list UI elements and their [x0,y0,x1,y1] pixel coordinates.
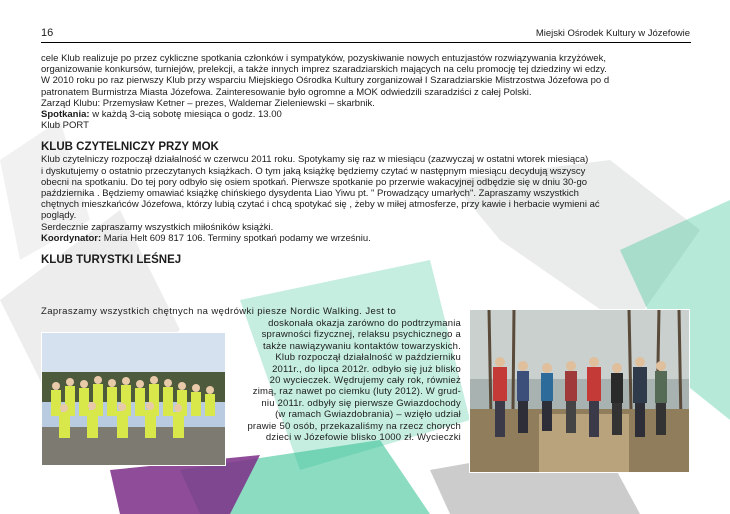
reading-line: chętnych mieszkańców Józefowa, którzy lubią czytać i chcą spotykać się , żeby w miłej atmosferze, przy kawie i herbacie wymieni ać [41,199,600,211]
tourist-body [205,318,461,443]
reading-line: poglądy. [41,210,77,222]
meetings-line [41,109,693,120]
tourist-intro: Zapraszamy wszystkich chętnych na wędrówki piesze Nordic Walking. Jest to [41,306,397,317]
tourist-line: (w ramach Gwiazdobrania) – wzięło udział [275,409,461,421]
coordinator-text: Maria Helt 609 817 106. Terminy spotkań podamy we wrześniu. [101,232,371,244]
venue-line: Klub PORT [41,120,89,132]
coordinator-label: Koordynator: [41,232,102,244]
tourist-line: sprawności fizycznej, relaksu psychicznego a [261,329,461,341]
group-photo-vests-image [41,332,226,466]
group-photo-forest [469,309,690,473]
meetings-text: w każdą 3-cią sobotę miesiąca o godz. 13.00 [89,109,282,121]
tourist-club-heading: KLUB TURYSTKI LEŚNEJ [41,254,182,267]
tourist-line: 20 wycieczek. Wędrujemy cały rok, również [269,375,461,387]
main-content [41,53,693,267]
tourist-line: dzieci w Józefowie blisko 1000 zł. Wycieczki [265,432,461,444]
tourist-line: zimą, raz nawet po ciemku (luty 2012). W grud- [252,386,461,398]
reading-line: października . Będziemy omawiać książkę chińskiego dysydenta Liao Yiwu pt. " Prowadzący umarłych". Zapraszamy wszystkich [41,188,579,200]
header-rule [41,42,691,43]
coordinator-line [41,233,693,244]
reading-invite: Serdecznie zapraszamy wszystkich miłośników książki. [41,221,274,233]
reading-line: i dyskutujemy o ostatnio przeczytanych książkach. O tym jaką książkę będziemy czytać w następnym miesiącu decydują wszyscy [41,165,586,177]
tourist-line: doskonała okazja zarówno do podtrzymania [268,318,461,329]
header-title: Miejski Ośrodek Kultury w Józefowie [535,28,690,39]
tourist-line: prawie 50 osób, przekazaliśmy na rzecz chorych [247,420,461,432]
tourist-line: 2011r., do lipca 2012r. odbyło się już blisko [272,363,461,375]
tourist-line: niu 2011r. odbyły się pierwsze Gwiazdochody [261,397,461,409]
meetings-label: Spotkania: [41,109,90,121]
page-number: 16 [41,27,54,39]
group-photo-vests [41,332,226,466]
intro-line: W 2010 roku po raz pierwszy Klub przy wsparciu Miejskiego Ośrodka Kultury zorganizował I Szaradziarskie Mistrzostwa Józefowa po d [41,75,610,87]
reading-line: Klub czytelniczy rozpoczął działalność w czerwcu 2011 roku. Spotykamy się raz w miesiącu (zazwyczaj w ostatni wtorek miesiąca) [41,154,589,166]
board-line: Zarząd Klubu: Przemysław Ketner – prezes, Waldemar Zieleniewski – skarbnik. [41,97,375,109]
reading-line: obecni na spotkaniu. Do tej pory odbyło się osiem spotkań. Pierwsze spotkanie po przerwie wakacyjnej odbędzie się w dniu 30-go [41,176,588,188]
intro-line: cele Klub realizuje po przez cykliczne spotkania członków i sympatyków, pozyskiwanie nowych entuzjastów rozwiązywania krzyżówek, [41,53,606,64]
reading-club-heading: KLUB CZYTELNICZY PRZY MOK [41,141,219,154]
tourist-line: Klub rozpoczął działalność w październiku [275,352,461,364]
group-photo-forest-image [469,309,690,473]
intro-line: organizowanie konkursów, turniejów, prelekcji, a także innych imprez szaradziarskich mających na celu promocję tej dziedziny wi edzy. [41,64,607,76]
tourist-line: także nawiązywaniu kontaktów towarzyskich. [263,340,461,352]
intro-line: patronatem Burmistrza Miasta Józefowa. Zainteresowanie było ogromne a MOK odwiedzili szaradziści z całej Polski. [41,86,532,98]
